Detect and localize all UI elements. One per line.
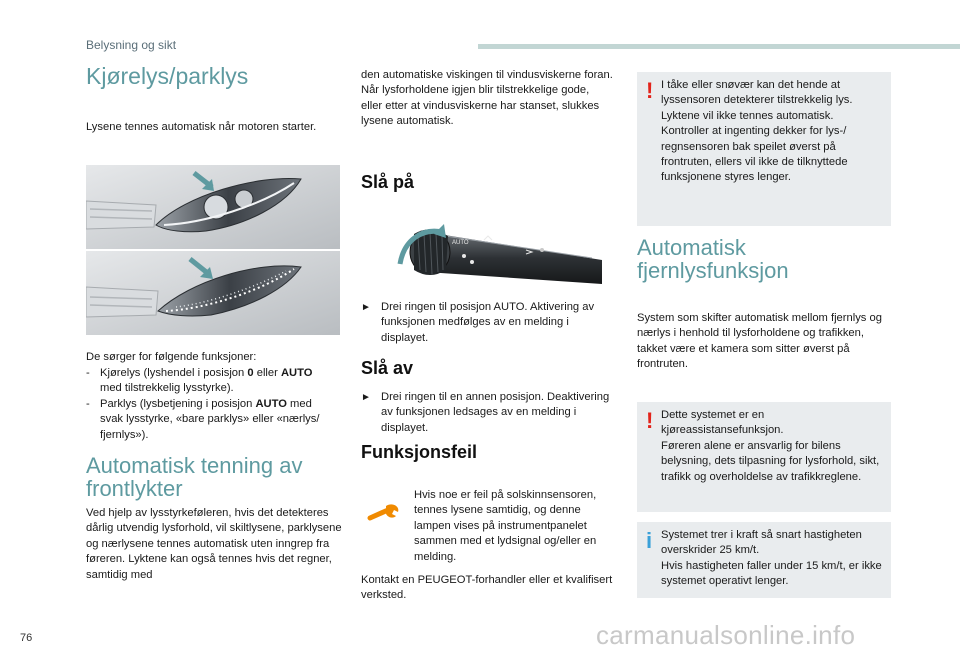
warning-box-assist xyxy=(637,402,891,512)
title-line: frontlykter xyxy=(86,476,183,502)
warning-icon: ! xyxy=(646,78,654,103)
list-item-text: Drei ringen til en annen posisjon. Deaktivering av funksjonen ledsages av en melding i displayet. xyxy=(381,391,610,434)
list-item xyxy=(86,366,348,397)
section-title-fault: Funksjonsfeil xyxy=(361,442,478,462)
section-header: Belysning og sikt xyxy=(86,38,177,52)
functions-intro: De sørger for følgende funksjoner: xyxy=(86,351,257,363)
list-item-text: med tilstrekkelig lysstyrke). xyxy=(100,382,234,395)
wrench-warning-icon xyxy=(366,500,402,524)
fault-text: Hvis noe er feil på solskinnsensoren, tennes lysene samtidig, og denne lampen vises på instrumentpanelet sammen med et lydsignal og/eller en melding. xyxy=(414,489,597,563)
list-item-text: Parklys (lysbetjening i posisjon xyxy=(100,397,256,410)
warning-text: I tåke eller snøvær kan det hende at lyssensoren detekterer tilstrekkelig lys. Lyktene vil ikke tennes automatisk. Kontroller at ingenting dekker for lys-/ regnsensoren bak speilet øverst på frontruten, ellers vil ikke de tilknyttede funksjonene styres lenger. xyxy=(661,79,853,184)
header-rule xyxy=(478,44,960,49)
headlamp-photo xyxy=(86,165,340,335)
highbeam-text: System som skifter automatisk mellom fjernlys og nærlys i henhold til lysforholdene og trafikken, takket være et kamera som sitter øverst på frontruten. xyxy=(637,312,882,371)
off-instruction xyxy=(361,390,613,436)
position-label: AUTO xyxy=(255,397,287,410)
list-item xyxy=(86,397,348,443)
list-item-text: fjernlys»). xyxy=(100,428,149,441)
dash: - xyxy=(86,397,90,410)
section-title-auto xyxy=(86,454,348,500)
list-item-text: svak lysstyrke, «bare parklys» eller «nærlys/ xyxy=(100,413,320,426)
section-title-highbeam xyxy=(637,236,891,282)
list-item xyxy=(361,390,613,436)
light-stalk-illustration xyxy=(386,210,602,292)
info-box-speed xyxy=(637,522,891,598)
dash: - xyxy=(86,367,90,379)
list-item-text: Kjørelys (lyshendel i posisjon xyxy=(100,367,248,379)
page-number: 76 xyxy=(20,632,33,644)
on-instruction xyxy=(361,300,613,346)
list-item-text: med xyxy=(286,397,312,410)
title-line: Automatisk tenning av xyxy=(86,453,303,478)
light-stalk-image xyxy=(386,210,602,292)
position-label: 0 xyxy=(247,367,254,379)
warning-icon: ! xyxy=(646,408,654,433)
list-item-text: Drei ringen til posisjon AUTO. Aktivering av funksjonen medfølges av en melding i displayet. xyxy=(381,301,595,344)
intro-text: Lysene tennes automatisk når motoren starter. xyxy=(86,121,317,133)
info-icon: i xyxy=(646,528,653,553)
section-title-on: Slå på xyxy=(361,172,415,192)
functions-list xyxy=(86,366,348,443)
fault-contact: Kontakt en PEUGEOT-forhandler eller et kvalifisert verksted. xyxy=(361,574,613,602)
arrow-bullet-icon: ► xyxy=(361,302,371,313)
title-line: fjernlysfunksjon xyxy=(637,258,789,284)
auto-label: AUTO xyxy=(452,240,469,246)
warning-text: Dette systemet er en kjøreassistansefunksjon. Føreren alene er ansvarlig for bilens belysning, dets tilpasning for lysforhold, sikt, trafikk og overholdelse av trafikkreglene. xyxy=(661,409,880,483)
list-item xyxy=(361,300,613,346)
watermark: carmanualsonline.info xyxy=(596,620,856,649)
position-label: AUTO xyxy=(280,367,313,379)
page-title: Kjørelys/parklys xyxy=(86,63,249,89)
warning-box-fog xyxy=(637,72,891,226)
arrow-bullet-icon: ► xyxy=(361,392,371,403)
section-title-off: Slå av xyxy=(361,358,414,378)
list-item-text: eller xyxy=(253,367,281,379)
info-text: Systemet trer i kraft så snart hastigheten overskrider 25 km/t. Hvis hastigheten faller under 15 km/t, er ikke systemet operativt lenger. xyxy=(661,529,882,588)
auto-text: Ved hjelp av lysstyrkeføleren, hvis det detekteres dårlig utvendig lysforhold, vil skiltlysene, parklysene og nærlysene tennes automatisk uten inngrep fra føreren. Lyktene kan også tennes hvis det regner, samtidig med xyxy=(86,507,342,581)
title-line: Automatisk xyxy=(637,235,746,260)
continued-text: den automatiske viskingen til vindusviskerne foran. Når lysforholdene igjen blir tilstrekkelige gode, eller etter at vindusviskerne har stanset, slukkes lysene automatisk. xyxy=(361,69,613,128)
headlamp-illustration xyxy=(86,165,340,335)
